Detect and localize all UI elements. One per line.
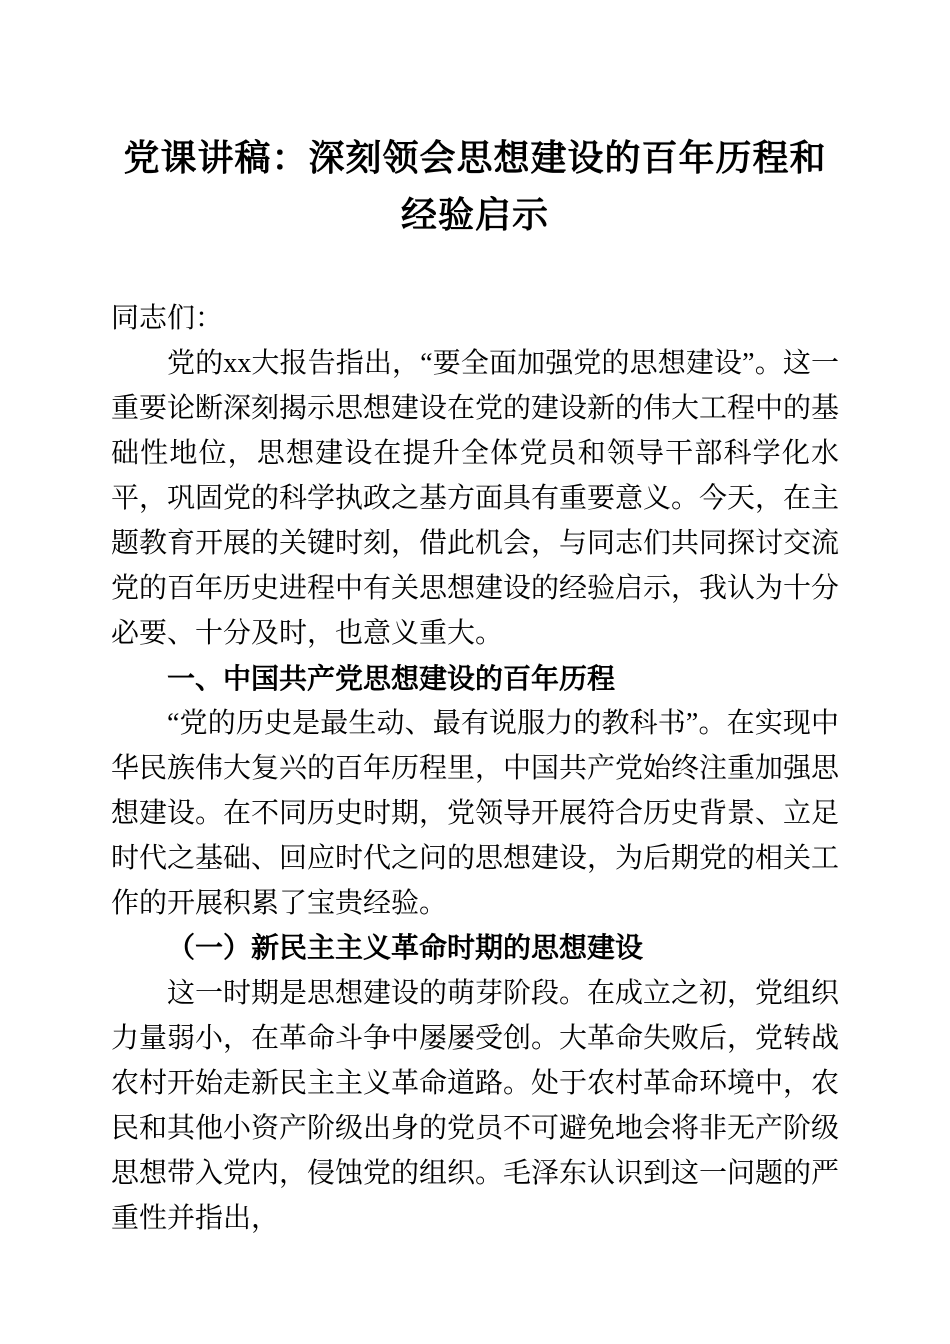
- section-1-paragraph: “党的历史是最生动、最有说服力的教科书”。在实现中华民族伟大复兴的百年历程里，中国共产党始终注重加强思想建设。在不同历史时期，党领导开展符合历史背景、立足时代之基础、回应时代之问的思想建设，为后期党的相关工作的开展积累了宝贵经验。: [111, 708, 840, 919]
- intro-paragraph: 党的xx大报告指出，“要全面加强党的思想建设”。这一重要论断深刻揭示思想建设在党的建设新的伟大工程中的基础性地位，思想建设在提升全体党员和领导干部科学化水平，巩固党的科学执政之基方面具有重要意义。今天，在主题教育开展的关键时刻，借此机会，与同志们共同探讨交流党的百年历史进程中有关思想建设的经验启示，我认为十分必要、十分及时，也意义重大。: [111, 348, 840, 649]
- section-heading-1: 一、中国共产党思想建设的百年历程: [167, 663, 616, 694]
- salutation-line: 同志们：: [111, 303, 224, 334]
- subsection-1-1-paragraph: 这一时期是思想建设的萌芽阶段。在成立之初，党组织力量弱小，在革命斗争中屡屡受创。大革命失败后，党转战农村开始走新民主主义革命道路。处于农村革命环境中，农民和其他小资产阶级出身的党员不可避免地会将非无产阶级思想带入党内，侵蚀党的组织。毛泽东认识到这一问题的严重性并指出，: [111, 978, 840, 1234]
- document-title: 党课讲稿：深刻领会思想建设的百年历程和经验启示: [123, 138, 827, 235]
- subsection-heading-1-1: （一）新民主主义革命时期的思想建设: [167, 933, 644, 964]
